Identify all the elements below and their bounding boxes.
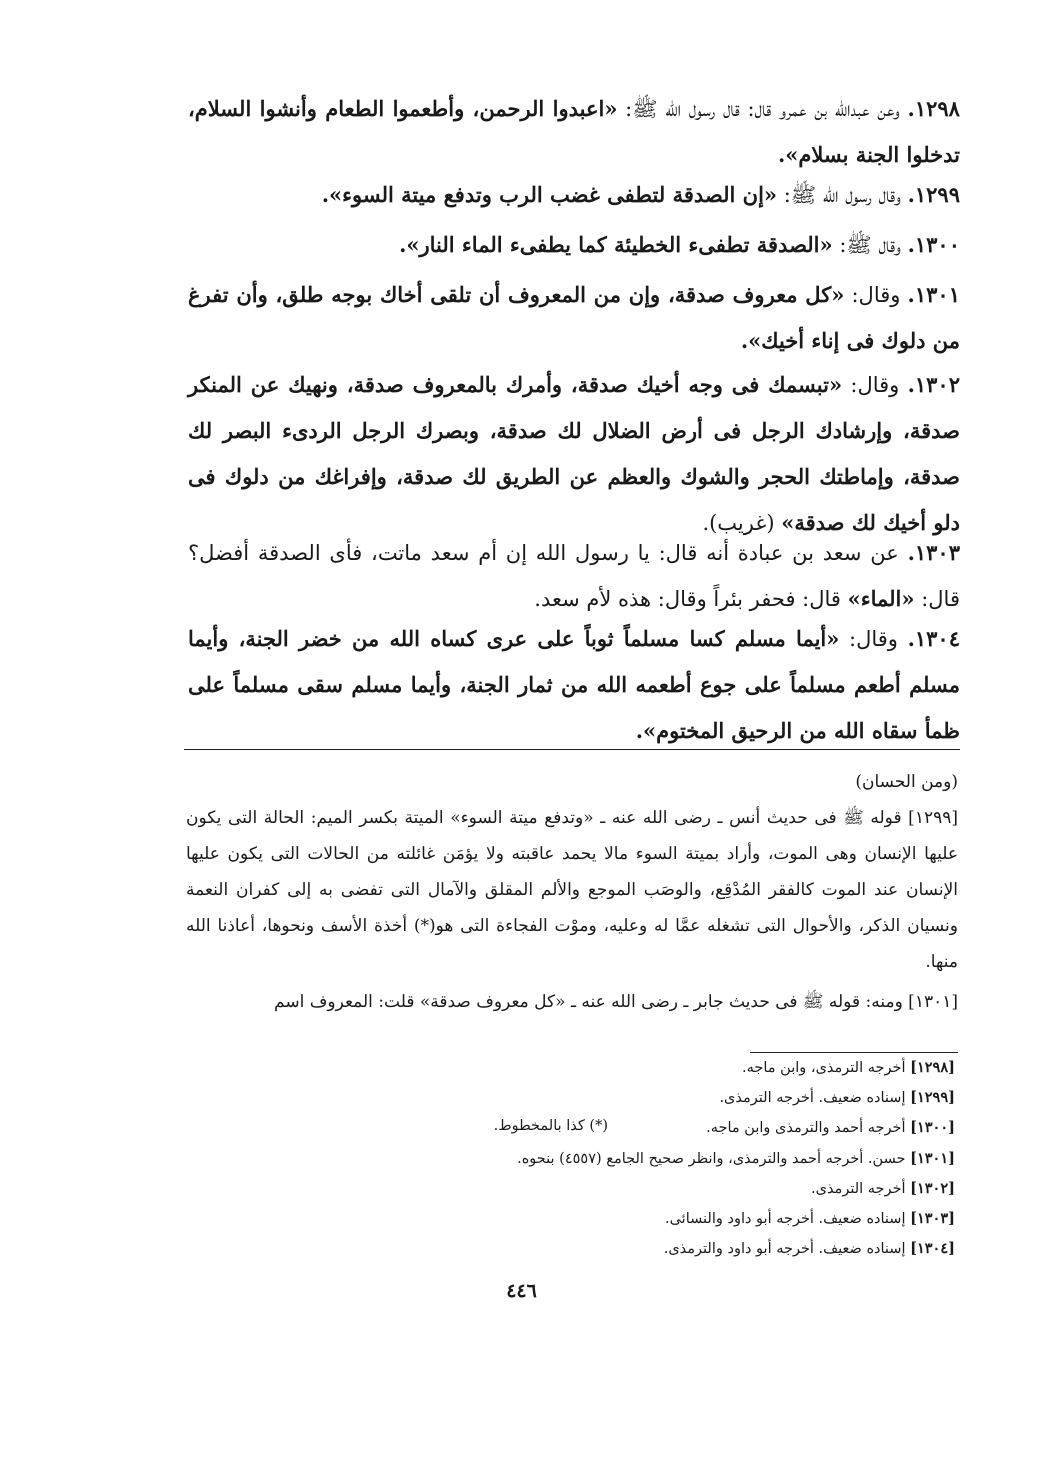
- hadith-1299: [188, 172, 960, 218]
- footnote-ref: [١٣٠٢]: [910, 1180, 955, 1197]
- hadith-number: ١٢٩٨.: [907, 96, 960, 121]
- hadith-number: ١٣٠١.: [907, 282, 960, 307]
- hadith-number: ١٣٠٢.: [907, 372, 960, 397]
- hadith-1304: [188, 616, 960, 754]
- hadith-intro: وقال رسول الله ﷺ:: [783, 183, 901, 207]
- hadith-1301: [188, 272, 960, 364]
- footnote-1301: [517, 1149, 955, 1169]
- footnote-text: إسناده ضعيف. أخرجه الترمذى.: [719, 1090, 906, 1106]
- hadith-1303: [188, 530, 960, 622]
- hadith-quote: «أيما مسلم كسا مسلماً ثوباً على عرى كساه الله من خضر الجنة، وأيما مسلم أطعم مسلماً على جوع أطعمه الله من ثمار الجنة، وأيما مسلم سقى مسلماً على ظمأ سقاه الله من الرحيق المختوم».: [188, 626, 960, 743]
- section-divider: [184, 749, 960, 750]
- page-number: ٤٤٦: [506, 1280, 537, 1302]
- hadith-1300: [188, 222, 960, 268]
- footnote-1300: [706, 1118, 955, 1138]
- footnote-1298: [742, 1058, 955, 1078]
- footnote-text: أخرجه الترمذى.: [810, 1181, 906, 1197]
- footnote-ref: [١٣٠١]: [910, 1150, 955, 1167]
- footnote-text: حسن. أخرجه أحمد والترمذى، وانظر صحيح الجامع (٤٥٥٧) بنحوه.: [517, 1151, 906, 1167]
- hadith-1298: [188, 86, 960, 178]
- hadith-quote: «الصدقة تطفىء الخطيئة كما يطفىء الماء النار».: [399, 232, 833, 257]
- hadith-quote: «كل معروف صدقة، وإن من المعروف أن تلقى أخاك بوجه طلق، وأن تفرغ من دلوك فى إناء أخيك».: [188, 282, 960, 353]
- hadith-intro: وقال ﷺ:: [839, 233, 901, 257]
- footnote-text: أخرجه الترمذى، وابن ماجه.: [742, 1060, 906, 1076]
- hadith-intro: وقال:: [850, 373, 900, 397]
- hadith-intro: وقال:: [849, 627, 898, 651]
- footnote-divider: [750, 1052, 958, 1053]
- footnote-manuscript-note: (*) كذا بالمخطوط.: [493, 1118, 608, 1134]
- hadith-number: ١٣٠٣.: [907, 540, 960, 565]
- footnote-1304: [664, 1239, 955, 1259]
- footnote-ref: [١٣٠٣]: [910, 1210, 955, 1227]
- footnote-text: إسناده ضعيف. أخرجه أبو داود والنسائى.: [664, 1211, 906, 1227]
- hadith-intro: وقال:: [851, 283, 901, 307]
- hadith-tail: قال: فحفر بئراً وقال: هذه لأم سعد.: [534, 587, 841, 611]
- footnote-text: إسناده ضعيف. أخرجه أبو داود والترمذى.: [663, 1241, 906, 1257]
- hadith-number: ١٣٠٠.: [907, 232, 960, 257]
- hadith-intro: وعن عبدالله بن عمرو قال: قال رسول الله ﷺ:: [625, 97, 900, 121]
- footnote-1303: [665, 1209, 955, 1229]
- hadith-1302: [188, 362, 960, 546]
- footnote-ref: [١٢٩٨]: [910, 1059, 955, 1076]
- hadith-quote: «تبسمك فى وجه أخيك صدقة، وأمرك بالمعروف صدقة، ونهيك عن المنكر صدقة، وإرشادك الرجل فى أرض الضلال لك صدقة، وبصرك الرجل الردىء البصر لك صدقة، وإماطتك الحجر والشوك والعظم عن الطريق لك صدقة، وإفراغك من دلوك فى دلو أخيك لك صدقة»: [188, 372, 960, 535]
- footnote-ref: [١٢٩٩]: [910, 1089, 955, 1106]
- hadith-intro: عن سعد بن عبادة أنه قال: يا رسول الله إن أم سعد ماتت، فأى الصدقة أفضل؟ قال:: [188, 541, 960, 611]
- hadith-quote: «الماء»: [847, 586, 915, 611]
- footnote-1299: [719, 1088, 955, 1108]
- hadith-grade: (غريب).: [702, 511, 775, 535]
- commentary-heading: (ومن الحسان): [855, 772, 958, 792]
- footnote-1302: [811, 1179, 955, 1199]
- footnote-text: أخرجه أحمد والترمذى وابن ماجه.: [706, 1120, 906, 1136]
- hadith-quote: «إن الصدقة لتطفى غضب الرب وتدفع ميتة السوء».: [321, 182, 778, 207]
- commentary: [186, 764, 958, 1020]
- hadith-number: ١٢٩٩.: [907, 182, 960, 207]
- hadith-number: ١٣٠٤.: [907, 626, 960, 651]
- hadith-quote: «اعبدوا الرحمن، وأطعموا الطعام وأنشوا السلام، تدخلوا الجنة بسلام».: [188, 96, 960, 167]
- footnote-ref: [١٣٠٤]: [910, 1240, 955, 1257]
- commentary-note-1301: [١٣٠١] ومنه: قوله ﷺ فى حديث جابر ـ رضى الله عنه ـ «كل معروف صدقة» قلت: المعروف اسم: [274, 992, 958, 1012]
- footnote-ref: [١٣٠٠]: [910, 1119, 955, 1136]
- commentary-note-1299: [١٢٩٩] قوله ﷺ فى حديث أنس ـ رضى الله عنه ـ «وتدفع ميتة السوء» الميتة بكسر الميم: الحالة التى يكون عليها الإنسان وهى الموت، وأراد بميتة السوء مالا يحمد عاقبته ولا يؤمَن غائلته من الحالات التى يكون عليها الإنسان عند الموت كالفقر المُدْقِع، والوصَب الموجع والألم المقلق والآمال التى تفضى به إلى كفران النعمة ونسيان الذكر، والأحوال التى تشغله عمَّا له وعليه، وموْت الفجاءة التى هو(*) أخذة الأسف ونحوها، أعاذنا الله منها.: [186, 808, 958, 972]
